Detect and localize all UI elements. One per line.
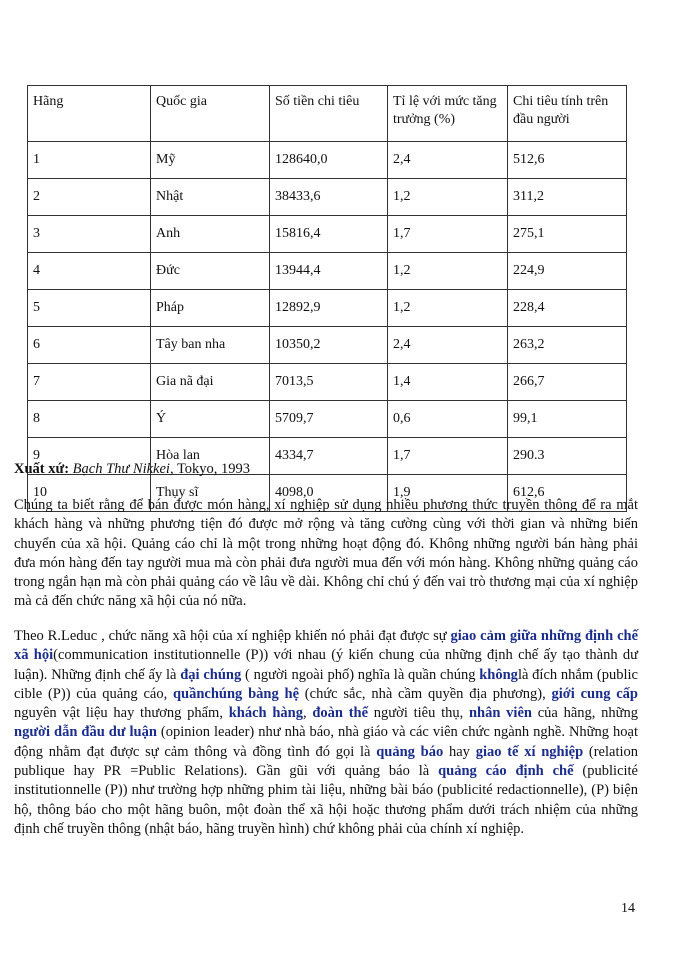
table-row	[28, 142, 627, 179]
table-cell: 2,4	[388, 327, 508, 364]
source-publication: Bạch Thư Nikkei	[72, 461, 170, 477]
table-cell: 1,7	[388, 438, 508, 475]
table-row	[28, 290, 627, 327]
table-row	[28, 253, 627, 290]
table-cell: 3	[28, 216, 151, 253]
header-cell: Quốc gia	[151, 86, 270, 142]
table-cell: 4098,0	[270, 475, 388, 512]
table-cell: Mỹ	[151, 142, 270, 179]
table-cell: 1	[28, 142, 151, 179]
table-cell: 263,2	[508, 327, 627, 364]
table-row	[28, 401, 627, 438]
table-cell: 1,2	[388, 290, 508, 327]
table-cell: 12892,9	[270, 290, 388, 327]
text-segment: (chức sắc, nhà cầm quyền địa phương),	[299, 685, 552, 702]
highlighted-term: quầnchúng bàng hệ	[172, 685, 300, 702]
table-cell: Hòa lan	[151, 438, 270, 475]
table-cell: 311,2	[508, 179, 627, 216]
table-cell: Ý	[151, 401, 270, 438]
table-cell: 5709,7	[270, 401, 388, 438]
paragraph-1: Chúng ta biết rằng để bán được món hàng, xí nghiệp sử dụng nhiều phương thức truyền thông để ra mắt khách hàng và những phương tiện đó được mở rộng và tăng cường cùng với thời gian và những biến chuyển của xã hội. Quảng cáo chỉ là một trong những hoạt động đó. Không những người bán hàng phải đưa món hàng đến tay người mua mà còn phải đưa người mua đến với món hàng. Không những quảng cáo trong ngắn hạn mà còn phải quảng cáo về lâu về dài. Không chỉ chú ý đến vai trò thương mại của xí nghiệp mà cả đến chức năng xã hội của nó nữa.	[14, 497, 638, 610]
table-cell: 1,9	[388, 475, 508, 512]
header-cell: Số tiền chi tiêu	[270, 86, 388, 142]
table-row	[28, 179, 627, 216]
table-cell: 1,2	[388, 253, 508, 290]
table-cell: Gia nã đại	[151, 364, 270, 401]
text-segment: ( người ngoài phố) nghĩa là quần chúng	[241, 666, 480, 683]
table-cell: 7013,5	[270, 364, 388, 401]
table-row	[28, 216, 627, 253]
source-label: Xuất xứ:	[14, 461, 70, 477]
table-cell: 290.3	[508, 438, 627, 475]
table-cell: 38433,6	[270, 179, 388, 216]
table-cell: 1,2	[388, 179, 508, 216]
paragraph-2	[14, 627, 638, 839]
table-cell: 612,6	[508, 475, 627, 512]
table-cell: Anh	[151, 216, 270, 253]
table-cell: 1,7	[388, 216, 508, 253]
highlighted-term: người dẫn đầu dư luận	[14, 724, 157, 741]
spending-table	[27, 85, 627, 512]
table-cell: 2	[28, 179, 151, 216]
text-segment: nguyên vật liệu hay thương phẩm,	[14, 705, 229, 722]
table-cell: 266,7	[508, 364, 627, 401]
table-header-row	[28, 86, 627, 142]
table-cell: 224,9	[508, 253, 627, 290]
table-cell: 5	[28, 290, 151, 327]
table-cell: 228,4	[508, 290, 627, 327]
table-row	[28, 327, 627, 364]
text-segment: của hãng, những	[531, 705, 638, 722]
table-cell: 0,6	[388, 401, 508, 438]
table-cell: 15816,4	[270, 216, 388, 253]
table-row	[28, 364, 627, 401]
table-cell: 10350,2	[270, 327, 388, 364]
text-segment: ,	[302, 705, 313, 722]
table-cell: 1,4	[388, 364, 508, 401]
table-cell: 9	[28, 438, 151, 475]
table-cell: 99,1	[508, 401, 627, 438]
text-segment: Theo R.Leduc , chức năng xã hội của xí nghiệp khiến nó phải đạt được sự	[14, 628, 451, 644]
source-citation	[14, 461, 250, 478]
highlighted-term: giao cảm giữa những định chế xã hội	[14, 628, 639, 664]
highlighted-term: giao tế xí nghiệp	[475, 743, 584, 760]
highlighted-term: giới cung cấp	[551, 685, 638, 702]
text-segment: (publicité institutionnelle (P)) như trường hợp những phim tài liệu, những bài báo (publicité redactionnelle), (P) biện hộ, thông báo cho một hãng buôn, một đoàn thể xã hội hoặc thương phẩm dưới trách nhiệm của những định chế truyền thông (nhật báo, hãng truyền hình) chứ không phải của chính xí nghiệp.	[14, 763, 638, 837]
text-segment: hay	[443, 743, 476, 760]
table-cell: 6	[28, 327, 151, 364]
table-cell: Tây ban nha	[151, 327, 270, 364]
table-cell: 2,4	[388, 142, 508, 179]
table-cell: Đức	[151, 253, 270, 290]
table-cell: 128640,0	[270, 142, 388, 179]
text-segment: (opinion leader) như nhà báo, nhà giáo và các viên chức ngành nghề. Những hoạt động nhằm đạt được sự cảm thông và đồng tình đó gọi là	[14, 724, 638, 760]
text-segment: là đích nhắm (public cible (P)) của quảng cáo,	[14, 666, 638, 702]
highlighted-term: khách hàng	[228, 705, 303, 722]
header-cell: Hãng	[28, 86, 151, 142]
table-cell: 13944,4	[270, 253, 388, 290]
table-cell: 275,1	[508, 216, 627, 253]
highlighted-term: quảng cáo định chế	[438, 763, 574, 780]
highlighted-term: nhân viên	[468, 705, 532, 722]
table-cell: 4	[28, 253, 151, 290]
highlighted-term: quảng báo	[376, 743, 444, 760]
page-number: 14	[621, 901, 635, 916]
source-location: , Tokyo, 1993	[169, 461, 251, 477]
header-cell: Tỉ lệ với mức tăng trưởng (%)	[388, 86, 508, 142]
header-cell: Chi tiêu tính trên đầu người	[508, 86, 627, 142]
text-segment: (communication institutionnelle (P)) với nhau (ý kiến chung của những định chế ấy tạo thành dư luận). Những định chế ấy là	[14, 647, 638, 683]
highlighted-term: đoàn thể	[312, 705, 369, 722]
highlighted-term: đại chúng	[180, 666, 242, 683]
text-segment: người tiêu thụ,	[368, 705, 469, 722]
table-cell: Nhật	[151, 179, 270, 216]
table-cell: 512,6	[508, 142, 627, 179]
table-cell: 4334,7	[270, 438, 388, 475]
text-segment: (relation publique hay PR =Public Relations). Gần gũi với quảng báo là	[14, 743, 639, 780]
table-cell: 8	[28, 401, 151, 438]
highlighted-term: không	[479, 666, 518, 683]
table-cell: Thụy sĩ	[151, 475, 270, 512]
table-cell: 10	[28, 475, 151, 512]
table-cell: Pháp	[151, 290, 270, 327]
table-cell: 7	[28, 364, 151, 401]
